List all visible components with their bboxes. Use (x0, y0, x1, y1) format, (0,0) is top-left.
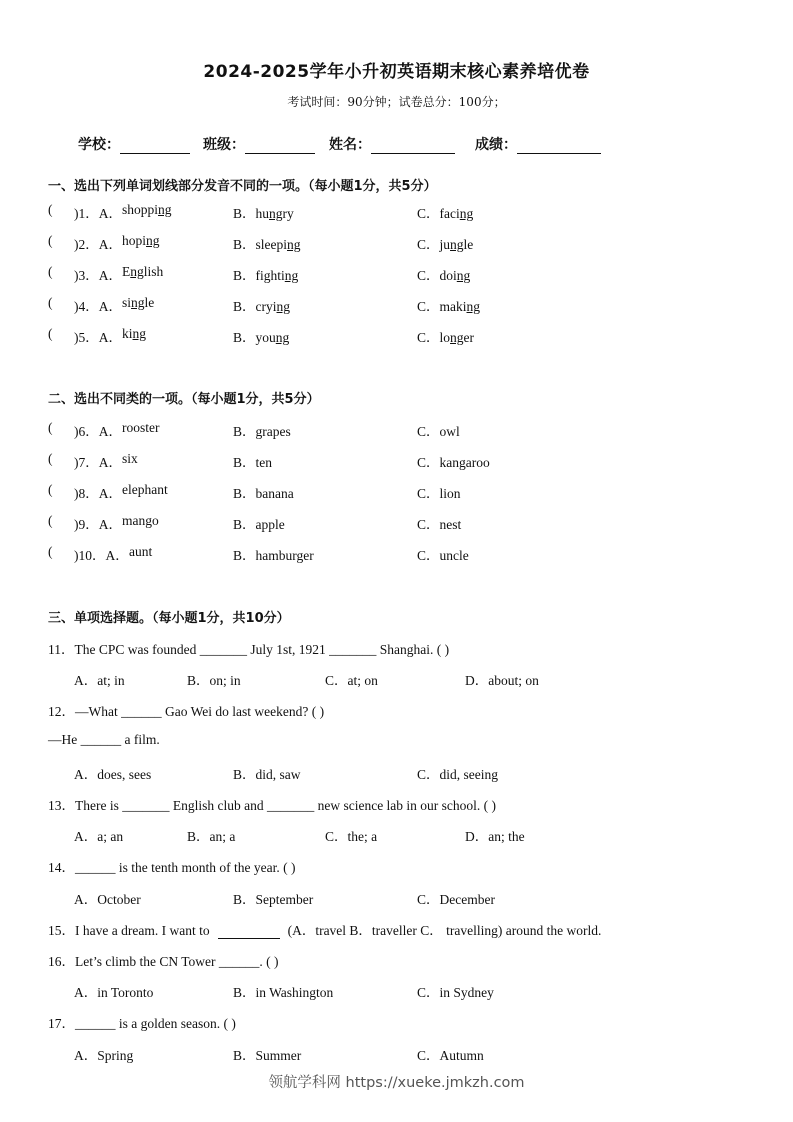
underlined-letters: ng (132, 326, 147, 341)
q14-option-c[interactable]: C．December (417, 892, 495, 907)
word-part: shoppi (122, 202, 159, 217)
option-c[interactable] (417, 513, 461, 533)
underlined-letters: ng (276, 299, 291, 314)
q17-option-c[interactable]: C．Autumn (417, 1048, 484, 1063)
word-part: maki (439, 299, 467, 314)
word-part: sleepi (255, 237, 288, 252)
option-c[interactable] (417, 326, 474, 346)
question-12-answer-line: —He ______ a film. (48, 732, 160, 747)
word-part: si (122, 295, 132, 310)
answer-paren[interactable]: ( (48, 482, 53, 497)
option-word: rooster (122, 420, 160, 435)
underlined-letters: ng (287, 237, 301, 252)
word-part: faci (439, 206, 460, 221)
word-part: doi (439, 268, 457, 283)
option-c-prefix: C． (417, 424, 440, 439)
option-word (256, 330, 290, 345)
name-label: 姓名： (329, 137, 371, 153)
name-field (329, 134, 455, 154)
word-part: le (463, 237, 474, 252)
option-word: lion (439, 486, 461, 501)
answer-paren[interactable]: ( (48, 233, 53, 248)
q11-option-a[interactable]: A．at; in (74, 673, 125, 688)
option-c[interactable] (417, 295, 480, 315)
option-word (256, 237, 301, 252)
option-word (440, 206, 474, 221)
underlined-letters: ng (275, 330, 290, 345)
option-word (440, 299, 481, 314)
score-blank[interactable] (517, 139, 601, 154)
option-b[interactable] (233, 202, 294, 222)
option-c-prefix: C． (417, 517, 440, 532)
exam-info: 考试时间：90分钟；试卷总分：100分； (287, 95, 506, 109)
option-word (440, 237, 474, 252)
option-word: ten (255, 455, 273, 470)
underlined-letters: ng (131, 295, 145, 310)
option-c-prefix: C． (417, 299, 440, 314)
underlined-letters: ng (146, 233, 160, 248)
underlined-letters: ng (466, 299, 481, 314)
option-a[interactable] (122, 202, 172, 218)
question-16: 16．Let’s climb the CN Tower ______. ( ) (48, 954, 279, 969)
option-word (122, 233, 160, 248)
option-b-prefix: B． (233, 455, 256, 470)
question-number: )8．A． (74, 486, 122, 501)
underlined-letters: ng (284, 268, 299, 283)
footer-watermark: 领航学科网 https://xueke.jmkzh.com (268, 1075, 525, 1091)
q13-option-d[interactable]: D．an; the (465, 829, 525, 844)
option-c-prefix: C． (417, 455, 440, 470)
option-word: owl (439, 424, 460, 439)
word-part: le (144, 295, 155, 310)
question-number: )1．A． (74, 206, 122, 221)
question-number: )9．A． (74, 517, 122, 532)
option-word: kangaroo (439, 455, 490, 470)
q16-option-a[interactable]: A．in Toronto (74, 985, 154, 1000)
option-word: uncle (439, 548, 469, 563)
option-a[interactable] (122, 326, 146, 342)
option-b[interactable] (233, 326, 289, 346)
question-number: )4．A． (74, 299, 122, 314)
option-b[interactable] (233, 451, 272, 471)
score-field (475, 134, 601, 154)
underlined-letters: ng (456, 268, 471, 283)
option-c[interactable] (417, 482, 461, 502)
answer-paren[interactable]: ( (48, 513, 53, 528)
q13-option-b[interactable]: B．an; a (187, 829, 236, 844)
option-word: banana (255, 486, 294, 501)
word-part: ki (122, 326, 133, 341)
option-c-prefix: C． (417, 206, 440, 221)
option-c[interactable] (417, 544, 469, 564)
section1-heading: 一、选出下列单词划线部分发音不同的一项。（每小题1分，共5分） (48, 179, 437, 194)
option-b-prefix: B． (233, 330, 256, 345)
word-part: cryi (255, 299, 277, 314)
option-word (440, 268, 471, 283)
q12-option-a[interactable]: A．does, sees (74, 767, 152, 782)
option-c[interactable] (417, 451, 490, 471)
option-b-prefix: B． (233, 237, 256, 252)
option-word (256, 268, 299, 283)
q11-option-b[interactable]: B．on; in (187, 673, 241, 688)
option-c-prefix: C． (417, 330, 440, 345)
option-c[interactable] (417, 264, 470, 284)
q15-blank[interactable] (218, 924, 280, 939)
word-part: ju (439, 237, 451, 252)
option-word (256, 206, 294, 221)
question-13: 13．There is _______ English club and _______ new science lab in our school. ( ) (48, 798, 497, 813)
question-14: 14．______ is the tenth month of the year. ( ) (48, 860, 296, 875)
answer-paren[interactable]: ( (48, 202, 53, 217)
question-number: )6．A． (74, 424, 122, 439)
option-c[interactable] (417, 233, 473, 253)
answer-paren[interactable]: ( (48, 264, 53, 279)
question-12: 12．—What ______ Gao Wei do last weekend? ( ) (48, 704, 325, 719)
answer-paren[interactable]: ( (48, 451, 53, 466)
option-word: elephant (122, 482, 168, 497)
word-part: hopi (122, 233, 147, 248)
option-word: mango (122, 513, 159, 528)
option-a[interactable] (122, 451, 138, 467)
name-blank[interactable] (371, 139, 455, 154)
school-blank[interactable] (120, 139, 190, 154)
q13-option-a[interactable]: A．a; an (74, 829, 124, 844)
option-a[interactable] (122, 295, 154, 311)
class-blank[interactable] (245, 139, 315, 154)
score-label: 成绩： (475, 137, 517, 153)
question-number: )5．A． (74, 330, 122, 345)
option-word (122, 264, 163, 279)
q14-option-a[interactable]: A．October (74, 892, 141, 907)
section3-heading: 三、单项选择题。（每小题1分，共10分） (48, 611, 290, 626)
school-field (78, 134, 190, 154)
option-c-prefix: C． (417, 268, 440, 283)
q17-option-b[interactable]: B．Summer (233, 1048, 302, 1063)
word-part: lish (143, 264, 164, 279)
option-b-prefix: B． (233, 268, 256, 283)
option-a[interactable] (122, 264, 163, 280)
word-part: E (122, 264, 131, 279)
option-word: nest (439, 517, 462, 532)
question-number: )10．A． (74, 548, 129, 563)
option-c-prefix: C． (417, 486, 440, 501)
q17-option-a[interactable]: A．Spring (74, 1048, 134, 1063)
option-b[interactable] (233, 233, 301, 253)
option-b[interactable] (233, 482, 294, 502)
option-c-prefix: C． (417, 237, 440, 252)
school-label: 学校： (78, 137, 120, 153)
q11-option-d[interactable]: D．about; on (465, 673, 539, 688)
question-15 (48, 919, 601, 939)
q16-option-c[interactable]: C．in Sydney (417, 985, 494, 1000)
option-a[interactable] (122, 513, 159, 529)
section2-heading: 二、选出不同类的一项。（每小题1分，共5分） (48, 392, 320, 407)
option-c[interactable] (417, 202, 473, 222)
answer-paren[interactable]: ( (48, 544, 53, 559)
q11-option-c[interactable]: C．at; on (325, 673, 378, 688)
option-b-prefix: B． (233, 206, 256, 221)
q15-options: (A．travel B．traveller C． travelling) around the world. (287, 923, 602, 938)
option-a[interactable] (122, 420, 160, 436)
option-word: hamburger (255, 548, 314, 563)
word-part: ry (282, 206, 294, 221)
option-b-prefix: B． (233, 517, 256, 532)
option-a[interactable] (129, 544, 152, 560)
option-a[interactable] (122, 482, 168, 498)
q13-option-c[interactable]: C．the; a (325, 829, 378, 844)
class-label: 班级： (203, 137, 245, 153)
option-word (122, 326, 146, 341)
option-b-prefix: B． (233, 299, 256, 314)
underlined-letters: ng (158, 202, 172, 217)
underlined-letters: ng (450, 330, 464, 345)
question-number: )7．A． (74, 455, 122, 470)
class-field (203, 134, 315, 154)
underlined-letters: ng (269, 206, 283, 221)
option-word: six (122, 451, 138, 466)
page-title: 2024-2025学年小升初英语期末核心素养培优卷 (203, 62, 590, 82)
q15-text: 15．I have a dream. I want to (48, 923, 210, 938)
q14-option-b[interactable]: B．September (233, 892, 314, 907)
q16-option-b[interactable]: B．in Washington (233, 985, 334, 1000)
option-b[interactable] (233, 420, 291, 440)
word-part: er (463, 330, 475, 345)
option-b-prefix: B． (233, 548, 256, 563)
option-word: aunt (129, 544, 153, 559)
question-11: 11．The CPC was founded _______ July 1st, 1921 _______ Shanghai. ( ) (48, 642, 450, 657)
option-b-prefix: B． (233, 486, 256, 501)
answer-paren[interactable]: ( (48, 295, 53, 310)
question-number: )2．A． (74, 237, 122, 252)
option-a[interactable] (122, 233, 160, 249)
question-17: 17．______ is a golden season. ( ) (48, 1016, 236, 1031)
word-part: you (255, 330, 276, 345)
word-part: lo (439, 330, 451, 345)
underlined-letters: ng (459, 206, 474, 221)
word-part: fighti (255, 268, 285, 283)
question-number: )3．A． (74, 268, 122, 283)
option-b[interactable] (233, 513, 285, 533)
option-word: grapes (255, 424, 291, 439)
option-word (122, 202, 172, 217)
option-word (440, 330, 475, 345)
word-part: hu (255, 206, 270, 221)
q12-option-c[interactable]: C．did, seeing (417, 767, 498, 782)
answer-paren[interactable]: ( (48, 326, 53, 341)
option-b[interactable] (233, 264, 298, 284)
option-c[interactable] (417, 420, 460, 440)
underlined-letters: ng (130, 264, 144, 279)
option-word (256, 299, 291, 314)
option-word (122, 295, 154, 310)
option-b[interactable] (233, 295, 290, 315)
answer-paren[interactable]: ( (48, 420, 53, 435)
option-b[interactable] (233, 544, 314, 564)
option-c-prefix: C． (417, 548, 440, 563)
q12-option-b[interactable]: B．did, saw (233, 767, 301, 782)
underlined-letters: ng (450, 237, 464, 252)
option-b-prefix: B． (233, 424, 256, 439)
option-word: apple (255, 517, 285, 532)
